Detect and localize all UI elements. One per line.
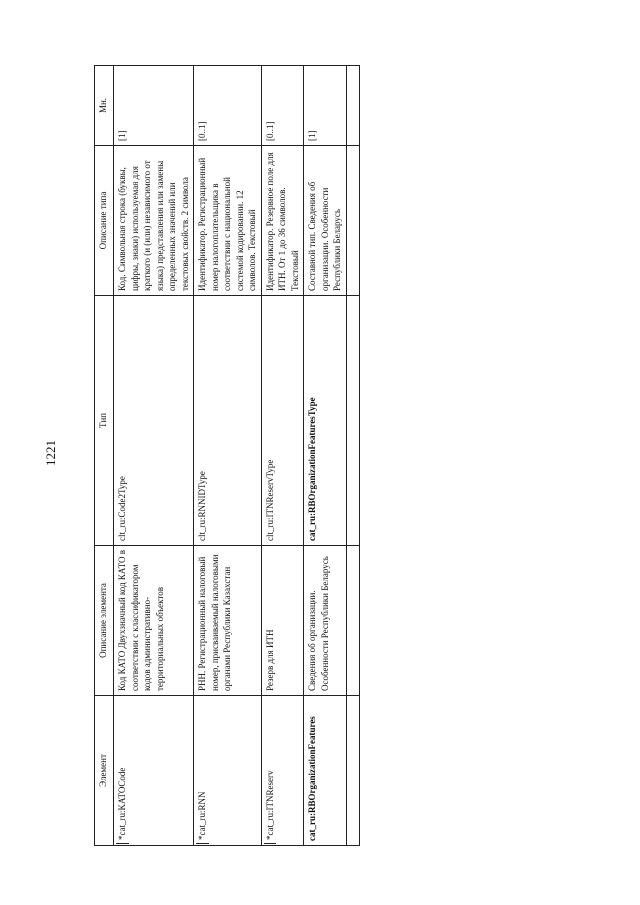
element-description-cell: Резерв для ИТН xyxy=(261,546,304,696)
empty-cell xyxy=(346,546,359,696)
type-cell: clt_ru:RNNIDType xyxy=(194,296,262,546)
element-cell xyxy=(114,696,194,846)
table-row xyxy=(261,66,304,846)
element-cell xyxy=(304,696,347,846)
type-cell: clt_ru:Code2Type xyxy=(114,296,194,546)
type-description-cell: Идентификатор. Регистрационный номер налогоплательщика в соответствии с национальной системой кодировании. 12 символов. Текстовый xyxy=(194,146,262,296)
specification-table xyxy=(94,65,360,846)
element-description-cell: Сведения об организации. Особенности Республики Беларусь xyxy=(304,546,347,696)
empty-cell xyxy=(346,66,359,146)
empty-cell xyxy=(346,696,359,846)
header-multiplicity: Мн. xyxy=(95,66,114,146)
multiplicity-cell: [0..1] xyxy=(194,66,262,146)
header-type: Тип xyxy=(95,296,114,546)
empty-cell xyxy=(346,146,359,296)
type-description-cell: Составной тип. Сведения об организации. Особенности Республики Беларусь xyxy=(304,146,347,296)
rotated-table-sheet xyxy=(94,66,556,846)
table-header-row xyxy=(95,66,114,846)
type-cell: clt_ru:ITNReservType xyxy=(261,296,304,546)
table-row-continuation xyxy=(346,66,359,846)
header-element: Элемент xyxy=(95,696,114,846)
multiplicity-cell: [0..1] xyxy=(261,66,304,146)
element-description-cell: РНН. Регистрационный налоговый номер, присваиваемый налоговыми органами Республики Казахстан xyxy=(194,546,262,696)
empty-cell xyxy=(346,296,359,546)
element-description-cell: Код КАТО Двухзначный код КАТО в соответствии с классификатором кодов административно-территориальных объектов xyxy=(114,546,194,696)
multiplicity-cell: [1] xyxy=(114,66,194,146)
table-row xyxy=(114,66,194,846)
type-cell: cat_ru:RBOrganizationFeaturesType xyxy=(304,296,347,546)
page-number: 1221 xyxy=(43,440,58,466)
element-name: cat_ru:RBOrganizationFeatures xyxy=(307,716,317,841)
multiplicity-cell: [1] xyxy=(304,66,347,146)
element-name: *cat_ru:KATOCode xyxy=(116,700,129,844)
header-element-description: Описание элемента xyxy=(95,546,114,696)
header-type-description: Описание типа xyxy=(95,146,114,296)
table-row xyxy=(194,66,262,846)
element-name: *cat_ru:RNN xyxy=(196,700,209,844)
table-row xyxy=(304,66,347,846)
type-description-cell: Код. Символьная строка (буквы, цифры, знаки) используемая для краткого (и (или) независимого от языка) представления или замены определенных значений или текстовых свойств. 2 символа xyxy=(114,146,194,296)
element-cell xyxy=(194,696,262,846)
element-name: *cat_ru:ITNReserv xyxy=(264,700,277,844)
type-description-cell: Идентификатор. Резервное поле для ИТН. От 1 до 36 символов. Текстовый xyxy=(261,146,304,296)
element-cell xyxy=(261,696,304,846)
